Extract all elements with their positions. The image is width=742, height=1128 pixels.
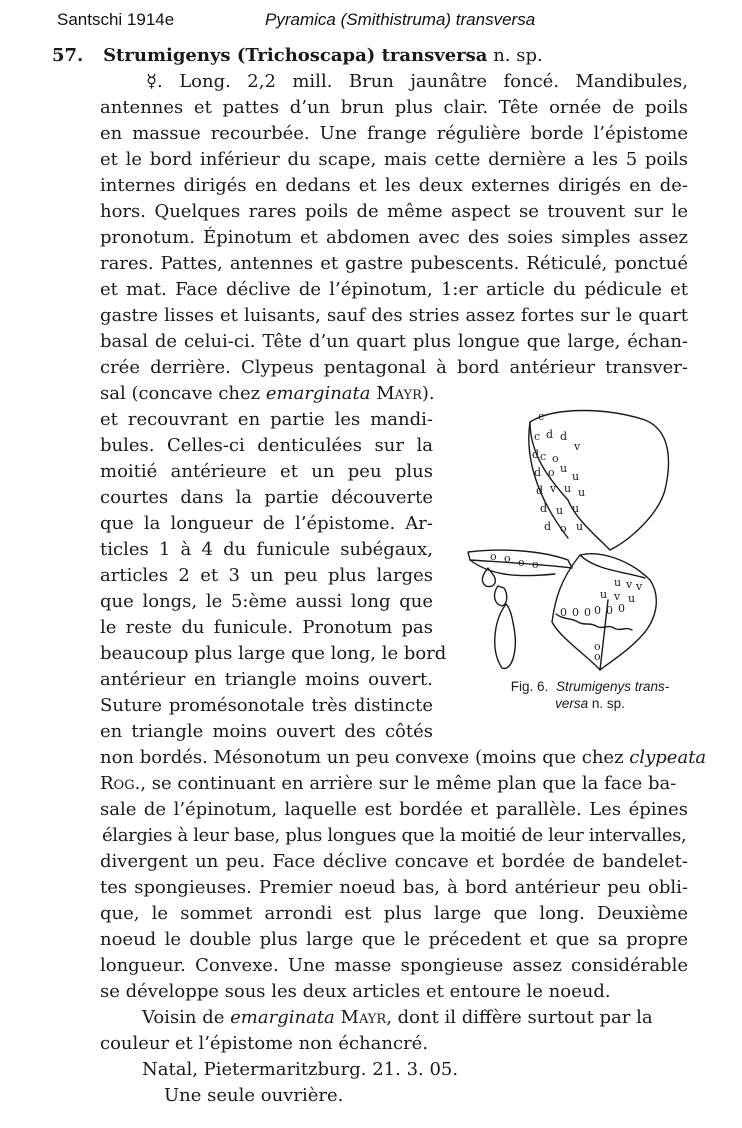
svg-text:0: 0 [618,602,625,615]
description-line [100,746,706,770]
svg-text:o: o [594,650,601,663]
species-suffix: n. sp. [493,45,543,66]
locality-line: Natal, Pietermaritzburg. 21. 3. 05. [142,1059,459,1080]
funicle-club [495,604,515,668]
description-line: beaucoup plus large que long, le bord [100,643,447,664]
description-line: pronotum. Épinotum et abdomen avec des soies simples assez [100,227,688,248]
description-line: se développe sous les deux articles et entoure le noeud. [100,981,611,1002]
species-heading [52,44,543,68]
svg-text:v: v [614,590,621,603]
figure-caption [470,678,710,712]
figure-tag: Fig. 6. [510,679,549,694]
svg-text:o: o [518,556,525,569]
description-line: crée derrière. Clypeus pentagonal à bord antérieur transver- [100,357,688,378]
species-ref: clypeata [629,747,707,768]
description-line: tes spongieuses. Premier noeud bas, à bord antérieur peu obli- [100,877,688,898]
svg-text:o: o [532,558,539,571]
figure-caption-suffix: n. sp. [591,696,625,711]
figure-caption-species-cont: versa [555,696,589,711]
description-line: et le bord inférieur du scape, mais cette dernière a les 5 poils [100,149,688,170]
svg-text:o: o [560,522,567,535]
description-line: que la longueur de l’épistome. Ar- [100,513,433,534]
description-line: articles 2 et 3 un peu plus larges [100,565,433,586]
svg-text:d: d [536,484,544,497]
svg-text:d: d [532,448,540,461]
svg-text:c: c [540,450,547,463]
description-line: en massue recourbée. Une frange régulière borde l’épistome [100,123,688,144]
description-line: que longs, le 5:ème aussi long que [100,591,433,612]
species-ref: emarginata [230,1007,335,1028]
description-line: rares. Pattes, antennes et gastre pubescents. Réticulé, ponctué [100,253,688,274]
svg-text:d: d [534,466,542,479]
svg-text:v: v [626,578,633,591]
species-number: 57. [52,45,84,66]
ant-head-figure [460,400,692,678]
author-ref: Mayr [340,1007,387,1028]
description-line: basal de celui-ci. Tête d’un quart plus longue que large, échan- [100,331,688,352]
svg-text:o: o [504,552,511,565]
svg-text:d: d [560,430,568,443]
svg-text:u: u [600,588,608,601]
svg-text:v: v [636,580,643,593]
specimen-line: Une seule ouvrière. [164,1085,344,1106]
description-line: antérieur en triangle moins ouvert. [100,669,433,690]
description-line [100,772,676,796]
species-name: Strumigenys (Trichoscapa) transversa [103,45,488,66]
svg-text:c: c [534,430,541,443]
svg-text:v: v [550,482,557,495]
author-ref: Rog. [100,773,141,794]
svg-text:d: d [540,502,548,515]
svg-text:u: u [560,462,568,475]
svg-text:c: c [538,410,545,423]
page-header-left: Santschi 1914e [57,10,175,29]
svg-text:v: v [574,440,581,453]
text-run: , se continuant en arrière sur le même plan que la face ba- [140,773,677,794]
text-run: sal (concave chez [100,383,266,404]
svg-text:0: 0 [594,604,601,617]
funicle-joint [495,586,507,606]
description-line: divergent un peu. Face déclive concave et bordée de bandelet- [100,851,688,872]
description-line: en triangle moins ouvert des côtés [100,721,433,742]
description-line: bules. Celles-ci denticulées sur la [100,435,433,456]
description-line: Suture promésonotale très distincte [100,695,433,716]
svg-text:o: o [552,452,559,465]
text-run: non bordés. Mésonotum un peu convexe (moins que chez [100,747,630,768]
author-ref: Mayr [376,383,422,404]
text-run: Voisin de [142,1007,231,1028]
svg-text:d: d [544,520,552,533]
svg-text:0: 0 [572,606,579,619]
svg-text:u: u [572,470,580,483]
svg-text:u: u [628,592,636,605]
description-line: courtes dans la partie découverte [100,487,433,508]
svg-text:0: 0 [584,606,591,619]
svg-text:u: u [576,520,584,533]
description-line: et recouvrant en partie les mandi- [100,409,433,430]
svg-text:o: o [594,640,601,653]
description-line: gastre lisses et luisants, sauf des stries assez fortes sur le quart [100,305,688,326]
mandible-outline [552,554,656,670]
svg-text:u: u [578,486,586,499]
svg-text:u: u [572,502,580,515]
svg-text:u: u [614,576,622,589]
clypeus-line [580,555,645,578]
text-run: ). [421,383,435,404]
svg-text:u: u [564,482,572,495]
description-line: ticles 1 à 4 du funicule subégaux, [100,539,433,560]
svg-text:o: o [548,466,555,479]
svg-text:0: 0 [560,606,567,619]
description-line: le reste du funicule. Pronotum pas [100,617,433,638]
species-ref: emarginata [265,383,371,404]
description-line: couleur et l’épistome non échancré. [100,1033,429,1054]
description-line: hors. Quelques rares poils de même aspect se trouvent sur le [100,201,688,222]
description-line [100,382,435,406]
description-line: sale de l’épinotum, laquelle est bordée et parallèle. Les épines [100,799,688,820]
description-line: antennes et pattes d’un brun plus clair. Tête ornée de poils [100,97,688,118]
text-run: , dont il diffère surtout par la [386,1007,653,1028]
page-header-right: Pyramica (Smithistruma) transversa [265,10,536,29]
description-line: élargies à leur base, plus longues que la moitié de leur intervalles, [102,825,687,846]
description-line: noeud le double plus large que le précedent et que sa propre [100,929,688,950]
description-line [142,1006,653,1030]
svg-text:o: o [490,550,497,563]
svg-text:0: 0 [606,604,613,617]
description-line: que, le sommet arrondi est plus large que long. Deuxième [100,903,688,924]
svg-text:u: u [556,504,564,517]
description-line: ☿. Long. 2,2 mill. Brun jaunâtre foncé. Mandibules, [146,71,688,92]
description-line: et mat. Face déclive de l’épinotum, 1:er article du pédicule et [100,279,688,300]
figure-caption-species: Strumigenys trans- [555,679,670,694]
description-line: internes dirigés en dedans et les deux externes dirigés en de- [100,175,688,196]
description-line: longueur. Convexe. Une masse spongieuse assez considérable [100,955,688,976]
svg-text:d: d [546,428,554,441]
description-line: moitié antérieure et un peu plus [100,461,433,482]
